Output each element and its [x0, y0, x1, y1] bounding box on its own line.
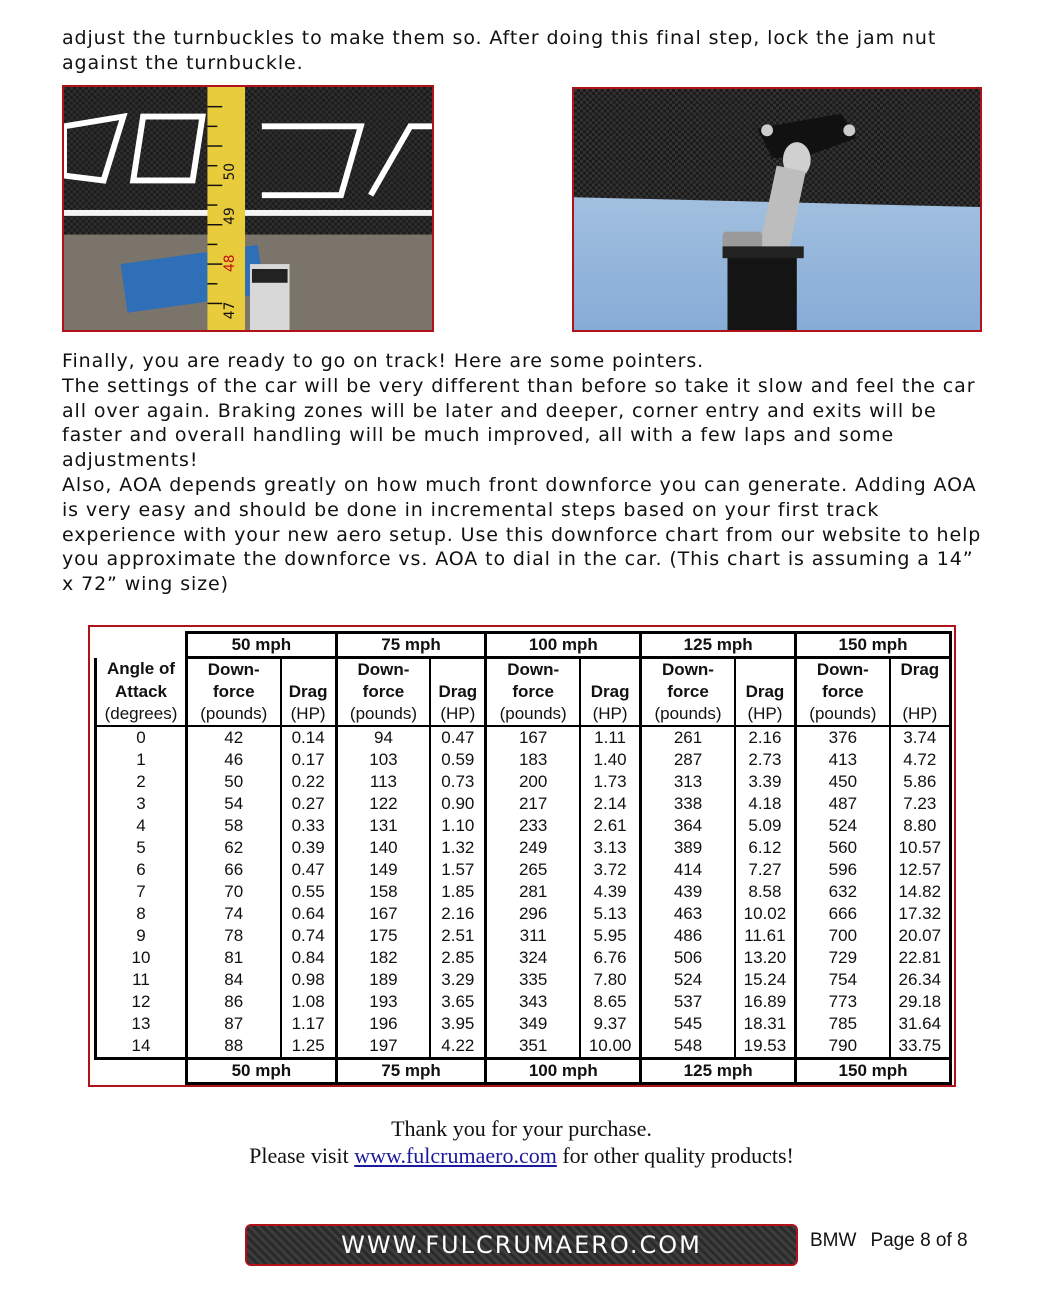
downforce-header-cell: (pounds) — [187, 703, 281, 726]
downforce-cell: 463 — [641, 903, 735, 925]
speed-footer: 50 mph — [187, 1059, 337, 1084]
downforce-header-cell: force — [641, 681, 735, 703]
drag-cell: 10.00 — [580, 1035, 641, 1059]
downforce-chart-frame — [88, 625, 956, 1087]
drag-cell: 8.80 — [890, 815, 951, 837]
angle-cell: 0 — [96, 726, 187, 749]
downforce-header-cell: force — [796, 681, 890, 703]
downforce-cell: 167 — [486, 726, 580, 749]
downforce-cell: 632 — [796, 881, 890, 903]
downforce-cell: 193 — [336, 991, 430, 1013]
downforce-cell: 182 — [336, 947, 430, 969]
visit-suffix: for other quality products! — [556, 1143, 794, 1168]
drag-cell: 7.27 — [735, 859, 796, 881]
drag-header-cell: Drag — [580, 681, 641, 703]
tape-number: 49 — [222, 207, 239, 225]
page-info — [810, 1230, 982, 1252]
drag-cell: 4.39 — [580, 881, 641, 903]
drag-cell: 2.14 — [580, 793, 641, 815]
downforce-drag-table — [94, 631, 952, 1085]
angle-cell: 13 — [96, 1013, 187, 1035]
table-row — [96, 815, 951, 837]
drag-cell: 0.84 — [281, 947, 337, 969]
drag-header-cell: (HP) — [890, 703, 951, 726]
downforce-cell: 700 — [796, 925, 890, 947]
downforce-cell: 46 — [187, 749, 281, 771]
drag-cell: 0.14 — [281, 726, 337, 749]
drag-cell: 15.24 — [735, 969, 796, 991]
table-row — [96, 925, 951, 947]
downforce-cell: 281 — [486, 881, 580, 903]
speed-footer: 100 mph — [486, 1059, 641, 1084]
drag-cell: 14.82 — [890, 881, 951, 903]
downforce-cell: 140 — [336, 837, 430, 859]
drag-header-cell: Drag — [735, 681, 796, 703]
speed-footer: 75 mph — [336, 1059, 486, 1084]
drag-cell: 2.16 — [430, 903, 486, 925]
drag-header-cell: Drag — [890, 658, 951, 682]
speed-header: 125 mph — [641, 633, 796, 658]
downforce-cell: 50 — [187, 771, 281, 793]
downforce-cell: 94 — [336, 726, 430, 749]
intro-line: against the turnbuckle. — [62, 51, 304, 74]
text-line: Also, AOA depends greatly on how much front downforce you can generate. Adding AOA — [62, 473, 977, 496]
drag-cell: 0.39 — [281, 837, 337, 859]
downforce-cell: 42 — [187, 726, 281, 749]
downforce-cell: 296 — [486, 903, 580, 925]
downforce-cell: 74 — [187, 903, 281, 925]
downforce-cell: 200 — [486, 771, 580, 793]
downforce-cell: 175 — [336, 925, 430, 947]
downforce-cell: 88 — [187, 1035, 281, 1059]
downforce-header-cell: Down- — [641, 658, 735, 682]
downforce-cell: 389 — [641, 837, 735, 859]
angle-cell: 12 — [96, 991, 187, 1013]
downforce-cell: 666 — [796, 903, 890, 925]
text-line: adjustments! — [62, 449, 199, 472]
drag-header-cell: (HP) — [735, 703, 796, 726]
angle-cell: 11 — [96, 969, 187, 991]
downforce-cell: 537 — [641, 991, 735, 1013]
drag-cell: 11.61 — [735, 925, 796, 947]
text-line: Finally, you are ready to go on track! Here are some pointers. — [62, 350, 705, 372]
drag-cell: 2.61 — [580, 815, 641, 837]
drag-cell: 1.32 — [430, 837, 486, 859]
website-link[interactable]: www.fulcrumaero.com — [354, 1143, 557, 1168]
downforce-cell: 335 — [486, 969, 580, 991]
text-line: faster and overall handling will be much improved, all with a few laps and some — [62, 424, 895, 447]
downforce-cell: 183 — [486, 749, 580, 771]
downforce-cell: 113 — [336, 771, 430, 793]
drag-header-cell: (HP) — [580, 703, 641, 726]
drag-cell: 10.57 — [890, 837, 951, 859]
drag-cell: 4.72 — [890, 749, 951, 771]
downforce-cell: 439 — [641, 881, 735, 903]
table-row — [96, 749, 951, 771]
drag-cell: 10.02 — [735, 903, 796, 925]
drag-cell: 0.90 — [430, 793, 486, 815]
drag-cell: 1.10 — [430, 815, 486, 837]
table-row — [96, 881, 951, 903]
visit-line — [0, 1143, 1043, 1169]
speed-header: 50 mph — [187, 633, 337, 658]
drag-cell: 0.47 — [281, 859, 337, 881]
table-row — [96, 969, 951, 991]
drag-header-cell: Drag — [281, 681, 337, 703]
angle-cell: 5 — [96, 837, 187, 859]
downforce-cell: 217 — [486, 793, 580, 815]
drag-cell: 1.08 — [281, 991, 337, 1013]
drag-cell: 5.86 — [890, 771, 951, 793]
drag-cell: 2.51 — [430, 925, 486, 947]
downforce-cell: 313 — [641, 771, 735, 793]
text-line: you approximate the downforce vs. AOA to dial in the car. (This chart is assuming a 14” — [62, 548, 974, 571]
downforce-cell: 197 — [336, 1035, 430, 1059]
table-row — [96, 1013, 951, 1035]
table-row — [96, 837, 951, 859]
drag-header-cell — [580, 658, 641, 682]
text-line: The settings of the car will be very different than before so take it slow and feel the car — [62, 374, 976, 397]
drag-cell: 4.22 — [430, 1035, 486, 1059]
drag-cell: 3.39 — [735, 771, 796, 793]
drag-cell: 5.13 — [580, 903, 641, 925]
drag-header-cell — [890, 681, 951, 703]
downforce-cell: 78 — [187, 925, 281, 947]
drag-cell: 0.17 — [281, 749, 337, 771]
downforce-cell: 81 — [187, 947, 281, 969]
drag-cell: 0.22 — [281, 771, 337, 793]
downforce-cell: 506 — [641, 947, 735, 969]
drag-cell: 20.07 — [890, 925, 951, 947]
drag-cell: 1.11 — [580, 726, 641, 749]
angle-cell: 9 — [96, 925, 187, 947]
downforce-cell: 58 — [187, 815, 281, 837]
downforce-cell: 560 — [796, 837, 890, 859]
drag-cell: 31.64 — [890, 1013, 951, 1035]
speed-footer: 125 mph — [641, 1059, 796, 1084]
wing-height-measurement-photo — [62, 85, 434, 332]
drag-cell: 5.09 — [735, 815, 796, 837]
downforce-header-cell: force — [187, 681, 281, 703]
downforce-cell: 54 — [187, 793, 281, 815]
downforce-cell: 66 — [187, 859, 281, 881]
angle-cell: 1 — [96, 749, 187, 771]
drag-cell: 2.85 — [430, 947, 486, 969]
downforce-header-cell: force — [336, 681, 430, 703]
drag-cell: 6.12 — [735, 837, 796, 859]
column-header-row — [96, 703, 951, 726]
model-label: BMW — [810, 1230, 857, 1251]
drag-cell: 0.27 — [281, 793, 337, 815]
drag-cell: 2.73 — [735, 749, 796, 771]
wing-mount-image — [574, 89, 980, 330]
wing-tape-measure-image — [64, 87, 432, 330]
table-row — [96, 771, 951, 793]
drag-cell: 1.25 — [281, 1035, 337, 1059]
downforce-cell: 233 — [486, 815, 580, 837]
column-header-row — [96, 658, 951, 682]
angle-cell: 14 — [96, 1035, 187, 1059]
drag-cell: 13.20 — [735, 947, 796, 969]
drag-cell: 3.29 — [430, 969, 486, 991]
drag-cell: 4.18 — [735, 793, 796, 815]
turnbuckle-mount-photo — [572, 87, 982, 332]
angle-cell: 4 — [96, 815, 187, 837]
downforce-cell: 84 — [187, 969, 281, 991]
drag-cell: 18.31 — [735, 1013, 796, 1035]
downforce-cell: 596 — [796, 859, 890, 881]
downforce-cell: 729 — [796, 947, 890, 969]
drag-cell: 3.72 — [580, 859, 641, 881]
downforce-header-cell: (pounds) — [486, 703, 580, 726]
drag-header-cell: Drag — [430, 681, 486, 703]
angle-cell: 8 — [96, 903, 187, 925]
downforce-cell: 87 — [187, 1013, 281, 1035]
drag-cell: 0.74 — [281, 925, 337, 947]
drag-cell: 7.23 — [890, 793, 951, 815]
tape-number: 47 — [222, 301, 239, 320]
drag-cell: 2.16 — [735, 726, 796, 749]
downforce-cell: 261 — [641, 726, 735, 749]
downforce-header-cell: Down- — [187, 658, 281, 682]
downforce-cell: 338 — [641, 793, 735, 815]
speed-header: 150 mph — [796, 633, 951, 658]
drag-cell: 0.64 — [281, 903, 337, 925]
drag-cell: 1.85 — [430, 881, 486, 903]
downforce-cell: 122 — [336, 793, 430, 815]
footer-speed-row — [96, 1059, 951, 1084]
downforce-cell: 364 — [641, 815, 735, 837]
angle-cell: 10 — [96, 947, 187, 969]
downforce-cell: 196 — [336, 1013, 430, 1035]
drag-header-cell: (HP) — [281, 703, 337, 726]
downforce-cell: 785 — [796, 1013, 890, 1035]
drag-header-cell — [430, 658, 486, 682]
speed-header: 100 mph — [486, 633, 641, 658]
angle-cell: 7 — [96, 881, 187, 903]
angle-cell: 3 — [96, 793, 187, 815]
downforce-cell: 103 — [336, 749, 430, 771]
downforce-cell: 62 — [187, 837, 281, 859]
downforce-cell: 351 — [486, 1035, 580, 1059]
drag-cell: 0.33 — [281, 815, 337, 837]
downforce-cell: 545 — [641, 1013, 735, 1035]
table-row — [96, 991, 951, 1013]
angle-header-cell: Angle of — [96, 658, 187, 682]
downforce-cell: 189 — [336, 969, 430, 991]
downforce-cell: 376 — [796, 726, 890, 749]
drag-header-cell — [281, 658, 337, 682]
intro-line: adjust the turnbuckles to make them so. After doing this final step, lock the jam nut — [62, 27, 937, 49]
drag-cell: 5.95 — [580, 925, 641, 947]
downforce-cell: 265 — [486, 859, 580, 881]
speed-footer: 150 mph — [796, 1059, 951, 1084]
downforce-header-cell: Down- — [486, 658, 580, 682]
downforce-cell: 249 — [486, 837, 580, 859]
table-row — [96, 726, 951, 749]
downforce-header-cell: Down- — [336, 658, 430, 682]
drag-cell: 12.57 — [890, 859, 951, 881]
website-banner: WWW.FULCRUMAERO.COM — [245, 1224, 798, 1266]
downforce-cell: 311 — [486, 925, 580, 947]
thanks-text: Thank you for your purchase. — [391, 1116, 652, 1141]
downforce-cell: 548 — [641, 1035, 735, 1059]
downforce-cell: 158 — [336, 881, 430, 903]
downforce-header-cell: (pounds) — [336, 703, 430, 726]
downforce-cell: 167 — [336, 903, 430, 925]
table-row — [96, 793, 951, 815]
drag-cell: 7.80 — [580, 969, 641, 991]
table-row — [96, 859, 951, 881]
drag-cell: 3.95 — [430, 1013, 486, 1035]
downforce-cell: 131 — [336, 815, 430, 837]
drag-header-cell — [735, 658, 796, 682]
drag-cell: 8.65 — [580, 991, 641, 1013]
table-row — [96, 947, 951, 969]
drag-cell: 17.32 — [890, 903, 951, 925]
table-row — [96, 1035, 951, 1059]
drag-cell: 9.37 — [580, 1013, 641, 1035]
downforce-header-cell: (pounds) — [641, 703, 735, 726]
drag-cell: 3.74 — [890, 726, 951, 749]
drag-header-cell: (HP) — [430, 703, 486, 726]
drag-cell: 0.47 — [430, 726, 486, 749]
page-number: Page 8 of 8 — [870, 1230, 968, 1251]
drag-cell: 16.89 — [735, 991, 796, 1013]
drag-cell: 1.57 — [430, 859, 486, 881]
downforce-cell: 413 — [796, 749, 890, 771]
downforce-cell: 149 — [336, 859, 430, 881]
text-line: x 72” wing size) — [62, 573, 229, 596]
angle-header-cell: Attack — [96, 681, 187, 703]
column-header-row — [96, 681, 951, 703]
angle-cell: 2 — [96, 771, 187, 793]
drag-cell: 8.58 — [735, 881, 796, 903]
downforce-cell: 414 — [641, 859, 735, 881]
downforce-header-cell: force — [486, 681, 580, 703]
track-pointers-paragraph — [62, 349, 992, 597]
tape-number: 48 — [222, 254, 239, 272]
drag-cell: 1.73 — [580, 771, 641, 793]
drag-cell: 22.81 — [890, 947, 951, 969]
speed-header: 75 mph — [336, 633, 486, 658]
drag-cell: 0.55 — [281, 881, 337, 903]
text-line: experience with your new aero setup. Use this downforce chart from our website to help — [62, 523, 982, 546]
drag-cell: 0.59 — [430, 749, 486, 771]
angle-cell: 6 — [96, 859, 187, 881]
downforce-cell: 773 — [796, 991, 890, 1013]
drag-cell: 1.17 — [281, 1013, 337, 1035]
downforce-cell: 86 — [187, 991, 281, 1013]
downforce-cell: 343 — [486, 991, 580, 1013]
drag-cell: 33.75 — [890, 1035, 951, 1059]
drag-cell: 6.76 — [580, 947, 641, 969]
downforce-cell: 287 — [641, 749, 735, 771]
tape-number: 50 — [222, 162, 239, 181]
drag-cell: 29.18 — [890, 991, 951, 1013]
downforce-cell: 524 — [796, 815, 890, 837]
drag-cell: 0.73 — [430, 771, 486, 793]
downforce-cell: 790 — [796, 1035, 890, 1059]
drag-cell: 0.98 — [281, 969, 337, 991]
downforce-cell: 324 — [486, 947, 580, 969]
drag-cell: 19.53 — [735, 1035, 796, 1059]
drag-cell: 3.65 — [430, 991, 486, 1013]
downforce-header-cell: (pounds) — [796, 703, 890, 726]
visit-prefix: Please visit — [249, 1143, 355, 1168]
downforce-header-cell: Down- — [796, 658, 890, 682]
text-line: is very easy and should be done in incremental steps based on your first track — [62, 498, 880, 521]
downforce-cell: 450 — [796, 771, 890, 793]
text-line: all over again. Braking zones will be later and deeper, corner entry and exits will be — [62, 399, 937, 422]
downforce-cell: 349 — [486, 1013, 580, 1035]
downforce-cell: 486 — [641, 925, 735, 947]
intro-paragraph — [62, 26, 992, 76]
drag-cell: 26.34 — [890, 969, 951, 991]
downforce-cell: 70 — [187, 881, 281, 903]
downforce-cell: 754 — [796, 969, 890, 991]
drag-cell: 1.40 — [580, 749, 641, 771]
table-row — [96, 903, 951, 925]
downforce-cell: 487 — [796, 793, 890, 815]
downforce-cell: 524 — [641, 969, 735, 991]
drag-cell: 3.13 — [580, 837, 641, 859]
angle-header-cell: (degrees) — [96, 703, 187, 726]
